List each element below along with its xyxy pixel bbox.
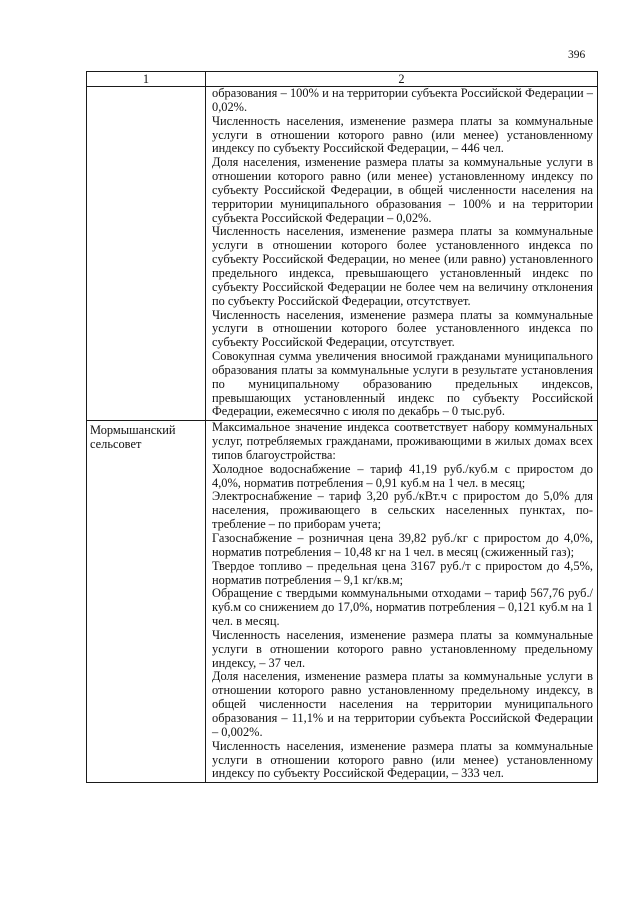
paragraph: Доля населения, изменение размера платы за коммунальные услуги в отношении которого равно (или менее) установленному индексу по субъекту Российской Федерации, в общей численности населения на территории муниципального образования – 100% и на территории субъекта Российской Федерации – 0,02%. [212, 155, 593, 225]
document-table [86, 71, 598, 783]
municipality-name: Мормышанский сельсовет [90, 423, 176, 452]
paragraph: Максимальное значение индекса соответствует набору коммунальных услуг, потребляемых гражданами, проживающими в жилых домах всех типов благоустройства: [212, 420, 593, 462]
paragraph: Твердое топливо – предельная цена 3167 руб./т с приростом до 4,5%, норматив потребления – 9,1 кг/кв.м; [212, 558, 593, 587]
table-row [87, 87, 598, 421]
description-cell [206, 421, 598, 783]
description-cell [206, 87, 598, 421]
table-header-row [87, 72, 598, 87]
column-header-1: 1 [87, 72, 206, 87]
municipality-cell [87, 421, 206, 783]
paragraph: Численность населения, изменение размера платы за коммунальные услуги в отношении которого более установленного индекса по субъекту Российской Федерации, отсутствует. [212, 307, 593, 350]
table-row [87, 421, 598, 783]
paragraph: Численность населения, изменение размера платы за коммунальные услуги в отношении которого более установленного индекса по субъекту Российской Федерации, но менее (или равно) установленного предельного индекса, превышающего установленный индекс по субъекту Российской Федерации не более чем на величину отклонения по субъекту Российской Федерации, отсутствует. [212, 224, 593, 308]
paragraph: Совокупная сумма увеличения вносимой гражданами муниципального образования платы за коммунальные услуги в результате установления по муниципальному образованию предельных индексов, превышающих установленный индекс по субъекту Российской Федерации, ежемесячно с июля по декабрь – 0 тыс.руб. [212, 349, 593, 419]
page-number: 396 [568, 49, 586, 61]
paragraph: Электроснабжение – тариф 3,20 руб./кВт.ч с приростом до 5,0% для населения, проживающего в сельских населенных пунктах, потребление – по приборам учета; [212, 489, 593, 532]
paragraph: Доля населения, изменение размера платы за коммунальные услуги в отношении которого равно установленному предельному индексу, в общей численности населения на территории муниципального образования – 11,1% и на территории субъекта Российской Федерации – 0,002%. [212, 669, 593, 739]
paragraph: Холодное водоснабжение – тариф 41,19 руб./куб.м с приростом до 4,0%, норматив потребления – 0,91 куб.м на 1 чел. в месяц; [212, 461, 593, 490]
paragraph: Численность населения, изменение размера платы за коммунальные услуги в отношении которого равно установленному предельному индексу, – 37 чел. [212, 627, 593, 670]
paragraph: Обращение с твердыми коммунальными отходами – тариф 567,76 руб./куб.м со снижением до 17,0%, норматив потребления – 0,121 куб.м на 1 чел. в месяц. [212, 586, 593, 629]
municipality-cell [87, 87, 206, 421]
paragraph: Численность населения, изменение размера платы за коммунальные услуги в отношении которого равно (или менее) установленному индексу по субъекту Российской Федерации, – 333 чел. [212, 738, 593, 781]
paragraph: образования – 100% и на территории субъекта Российской Федерации – 0,02%. [212, 86, 593, 114]
paragraph: Газоснабжение – розничная цена 39,82 руб./кг с приростом до 4,0%, норматив потребления – 10,48 кг на 1 чел. в месяц (сжиженный газ); [212, 531, 593, 559]
column-header-2: 2 [206, 72, 598, 87]
paragraph: Численность населения, изменение размера платы за коммунальные услуги в отношении которого равно (или менее) установленному индексу по субъекту Российской Федерации, – 446 чел. [212, 113, 593, 156]
